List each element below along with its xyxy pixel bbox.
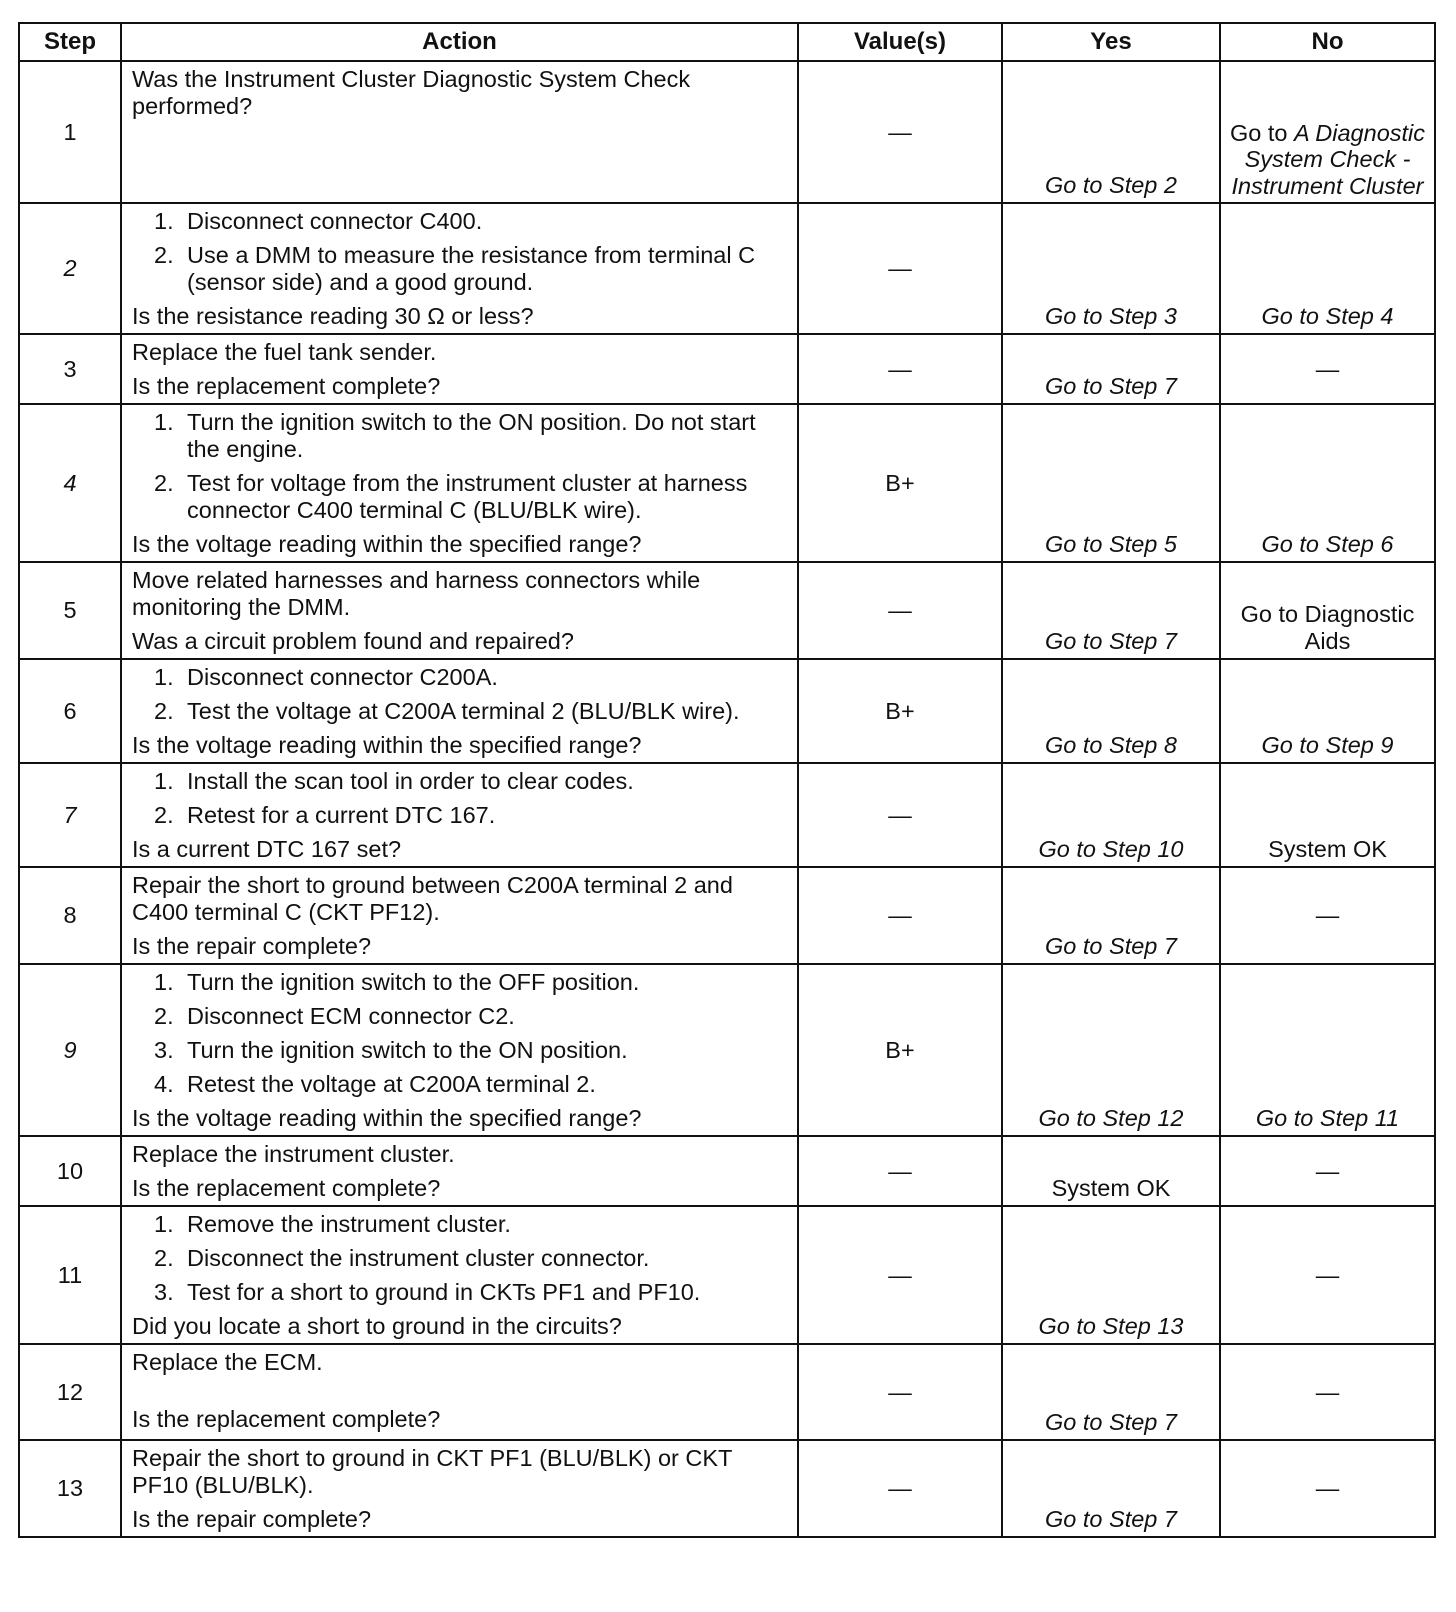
action-cell [121, 659, 798, 763]
table-row [19, 867, 1435, 964]
action-text: Was the Instrument Cluster Diagnostic System Check performed? [132, 66, 691, 119]
value-cell: B+ [798, 964, 1002, 1136]
no-cell[interactable]: Go to Step 11 [1220, 964, 1435, 1136]
yes-cell[interactable]: Go to Step 7 [1002, 562, 1220, 659]
action-step-item: 1. Turn the ignition switch to the ON position. Do not start the engine. [154, 409, 756, 462]
action-step-item: 1. Turn the ignition switch to the OFF position. [154, 969, 640, 995]
no-cell[interactable]: Go to Step 9 [1220, 659, 1435, 763]
action-text: Move related harnesses and harness connectors while monitoring the DMM. [132, 567, 701, 620]
yes-cell: System OK [1002, 1136, 1220, 1206]
header-values: Value(s) [798, 23, 1002, 61]
action-cell [121, 562, 798, 659]
action-steps [132, 409, 791, 524]
action-question: Is the voltage reading within the specified range? [132, 531, 642, 557]
step-number: 4 [19, 404, 121, 562]
value-cell: — [798, 1440, 1002, 1537]
action-steps [132, 208, 791, 296]
value-cell: — [798, 867, 1002, 964]
table-row [19, 1136, 1435, 1206]
action-step-item: 2. Test the voltage at C200A terminal 2 (BLU/BLK wire). [154, 698, 740, 724]
header-step: Step [19, 23, 121, 61]
no-cell: System OK [1220, 763, 1435, 867]
table-row [19, 1344, 1435, 1440]
no-cell[interactable]: Go to Step 4 [1220, 203, 1435, 334]
diagnostic-table [18, 22, 1436, 1538]
action-step-item: 1. Disconnect connector C400. [154, 208, 483, 234]
action-step-item: 2. Test for voltage from the instrument cluster at harness connector C400 terminal C (BLU/BLK wire). [154, 470, 748, 523]
table-row [19, 763, 1435, 867]
no-cell: — [1220, 867, 1435, 964]
action-step-item: 2. Disconnect ECM connector C2. [154, 1003, 515, 1029]
action-cell [121, 763, 798, 867]
spacer [132, 1376, 791, 1406]
action-step-item: 1. Remove the instrument cluster. [154, 1211, 511, 1237]
action-step-item: 2. Use a DMM to measure the resistance from terminal C (sensor side) and a good ground. [154, 242, 756, 295]
action-step-item: 2. Disconnect the instrument cluster connector. [154, 1245, 650, 1271]
action-question: Is the voltage reading within the specified range? [132, 1105, 642, 1131]
value-cell: — [798, 1344, 1002, 1440]
value-cell: B+ [798, 404, 1002, 562]
action-step-item: 4. Retest the voltage at C200A terminal 2. [154, 1071, 596, 1097]
no-link[interactable]: A Diagnostic System Check - Instrument Cluster [1231, 119, 1426, 199]
value-cell: — [798, 203, 1002, 334]
value-cell: — [798, 562, 1002, 659]
table-row [19, 562, 1435, 659]
table-row [19, 334, 1435, 404]
action-question: Did you locate a short to ground in the circuits? [132, 1313, 622, 1339]
action-text: Replace the fuel tank sender. [132, 339, 437, 365]
step-number: 2 [19, 203, 121, 334]
action-question: Is the voltage reading within the specified range? [132, 732, 642, 758]
action-step-item: 1. Disconnect connector C200A. [154, 664, 498, 690]
table-row [19, 61, 1435, 203]
header-no: No [1220, 23, 1435, 61]
table-row [19, 1206, 1435, 1344]
action-cell [121, 867, 798, 964]
yes-cell[interactable]: Go to Step 12 [1002, 964, 1220, 1136]
header-action: Action [121, 23, 798, 61]
no-prefix: Go to [1229, 119, 1288, 146]
step-number: 12 [19, 1344, 121, 1440]
action-text: Replace the ECM. [132, 1349, 323, 1375]
action-question: Was a circuit problem found and repaired? [132, 628, 574, 654]
step-number: 7 [19, 763, 121, 867]
action-cell [121, 964, 798, 1136]
no-cell: — [1220, 334, 1435, 404]
no-cell: — [1220, 1206, 1435, 1344]
step-number: 5 [19, 562, 121, 659]
no-cell[interactable] [1220, 61, 1435, 203]
yes-cell[interactable]: Go to Step 7 [1002, 334, 1220, 404]
value-cell: — [798, 61, 1002, 203]
value-cell: — [798, 1206, 1002, 1344]
diagnostic-table-container [18, 22, 1434, 1538]
action-question: Is the resistance reading 30 Ω or less? [132, 303, 534, 329]
step-number: 13 [19, 1440, 121, 1537]
action-step-item: 3. Test for a short to ground in CKTs PF1 and PF10. [154, 1279, 701, 1305]
action-question: Is the replacement complete? [132, 373, 441, 399]
yes-cell[interactable]: Go to Step 8 [1002, 659, 1220, 763]
action-cell [121, 404, 798, 562]
action-question: Is the repair complete? [132, 933, 372, 959]
table-row [19, 1440, 1435, 1537]
step-number: 1 [19, 61, 121, 203]
action-steps [132, 664, 791, 725]
value-cell: — [798, 1136, 1002, 1206]
action-steps [132, 768, 791, 829]
yes-cell[interactable]: Go to Step 10 [1002, 763, 1220, 867]
step-number: 6 [19, 659, 121, 763]
action-cell [121, 1440, 798, 1537]
yes-cell[interactable]: Go to Step 5 [1002, 404, 1220, 562]
action-cell [121, 1344, 798, 1440]
action-cell [121, 334, 798, 404]
yes-cell[interactable]: Go to Step 7 [1002, 867, 1220, 964]
action-text: Repair the short to ground between C200A terminal 2 and C400 terminal C (CKT PF12). [132, 872, 733, 925]
action-cell [121, 203, 798, 334]
value-cell: B+ [798, 659, 1002, 763]
action-cell [121, 61, 798, 203]
action-question: Is the repair complete? [132, 1506, 372, 1532]
yes-cell[interactable]: Go to Step 2 [1002, 61, 1220, 203]
action-cell [121, 1136, 798, 1206]
action-question: Is the replacement complete? [132, 1406, 441, 1432]
action-steps [132, 1211, 791, 1306]
no-cell: — [1220, 1440, 1435, 1537]
yes-cell[interactable]: Go to Step 13 [1002, 1206, 1220, 1344]
action-step-item: 1. Install the scan tool in order to clear codes. [154, 768, 634, 794]
header-row [19, 23, 1435, 61]
table-row [19, 964, 1435, 1136]
table-row [19, 404, 1435, 562]
step-number: 8 [19, 867, 121, 964]
value-cell: — [798, 763, 1002, 867]
action-steps [132, 969, 791, 1098]
action-text: Replace the instrument cluster. [132, 1141, 455, 1167]
step-number: 9 [19, 964, 121, 1136]
step-number: 10 [19, 1136, 121, 1206]
header-yes: Yes [1002, 23, 1220, 61]
no-cell: — [1220, 1344, 1435, 1440]
action-text: Repair the short to ground in CKT PF1 (BLU/BLK) or CKT PF10 (BLU/BLK). [132, 1445, 732, 1498]
yes-cell[interactable]: Go to Step 3 [1002, 203, 1220, 334]
action-step-item: 2. Retest for a current DTC 167. [154, 802, 496, 828]
no-cell[interactable]: Go to Diagnostic Aids [1220, 562, 1435, 659]
action-question: Is a current DTC 167 set? [132, 836, 402, 862]
value-cell: — [798, 334, 1002, 404]
no-cell: — [1220, 1136, 1435, 1206]
table-row [19, 203, 1435, 334]
table-row [19, 659, 1435, 763]
no-cell[interactable]: Go to Step 6 [1220, 404, 1435, 562]
step-number: 3 [19, 334, 121, 404]
action-step-item: 3. Turn the ignition switch to the ON position. [154, 1037, 628, 1063]
step-number: 11 [19, 1206, 121, 1344]
action-cell [121, 1206, 798, 1344]
yes-cell[interactable]: Go to Step 7 [1002, 1440, 1220, 1537]
action-question: Is the replacement complete? [132, 1175, 441, 1201]
yes-cell[interactable]: Go to Step 7 [1002, 1344, 1220, 1440]
